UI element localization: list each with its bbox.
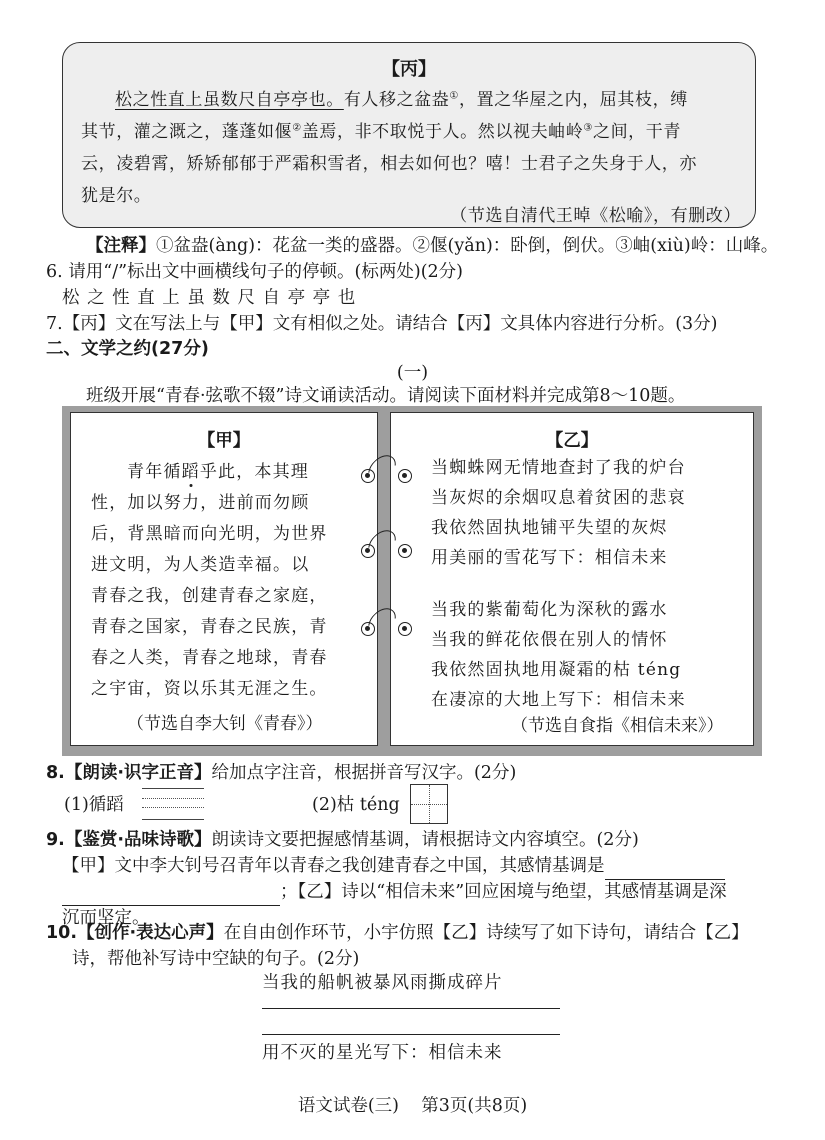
yi-line: 当蜘蛛网无情地查封了我的炉台	[431, 458, 686, 478]
jia-line: 后，背黑暗而向光明，为世界	[91, 524, 328, 544]
q10-answer-line-2[interactable]	[262, 1034, 560, 1035]
jia-line: 青春之我，创建青春之家庭，	[91, 586, 328, 606]
q10-answer-line-1[interactable]	[262, 1008, 560, 1009]
q9-blank-1-cont[interactable]	[62, 879, 280, 906]
question-6: 6. 请用“/”标出文中画横线句子的停顿。(标两处)(2分)	[46, 262, 463, 282]
question-10: 10.【创作·表达心声】在自由创作环节，小宇仿照【乙】诗续写了如下诗句，请结合【乙】	[46, 923, 749, 943]
bing-line-2: 其节，灌之溉之，蓬蓬如偃②盖焉，非不取悦于人。然以视夫岫岭③之间，干青	[81, 122, 681, 142]
yi-line: 当灰烬的余烟叹息着贫困的悲哀	[431, 488, 686, 508]
jia-line: 性，加以努力，进前而勿顾	[91, 493, 310, 513]
jia-line-1: 青年循蹈乎此，本其理	[127, 462, 310, 482]
jia-line: 之宇宙，资以乐其无涯之生。	[91, 679, 328, 699]
q10-poem-line-1: 当我的船帆被暴风雨撕成碎片	[262, 973, 503, 993]
page-footer: 语文试卷(三) 第3页(共8页)	[297, 1096, 528, 1116]
question-7: 7.【丙】文在写法上与【甲】文有相似之处。请结合【丙】文具体内容进行分析。(3分)	[46, 314, 718, 334]
yi-line: 我依然固执地用凝霜的枯 téng	[431, 660, 682, 680]
jia-title: 【甲】	[197, 431, 251, 451]
yi-line: 当我的紫葡萄化为深秋的露水	[431, 600, 668, 620]
binding-ring-icon	[398, 622, 412, 636]
q9-blank-1[interactable]	[605, 853, 725, 880]
yi-line: 用美丽的雪花写下：相信未来	[431, 548, 668, 568]
emphasized-char: 蹈	[181, 462, 200, 482]
activity-intro: 班级开展“青春·弦歌不辍”诗文诵读活动。请阅读下面材料并完成第8～10题。	[86, 386, 686, 406]
yi-line: 当我的鲜花依偎在别人的情怀	[431, 630, 668, 650]
question-9: 9.【鉴赏·品味诗歌】朗读诗文要把握感情基调，请根据诗文内容填空。(2分)	[46, 830, 639, 850]
part-1-title: (一)	[396, 363, 429, 383]
binding-ring-icon	[398, 469, 412, 483]
bing-title: 【丙】	[382, 59, 436, 80]
yi-title: 【乙】	[545, 431, 599, 451]
yi-line: 我依然固执地铺平失望的灰烬	[431, 518, 668, 538]
bing-line-3: 云，凌碧霄，矫矫郁郁于严霜积雪者，相去如何也？嘻！士君子之失身于人，亦	[81, 154, 697, 174]
q10-poem-line-4: 用不灭的星光写下：相信未来	[262, 1043, 503, 1063]
q10-line-2: 诗，帮他补写诗中空缺的句子。(2分)	[72, 949, 360, 969]
section-2-title: 二、文学之约(27分)	[46, 339, 209, 359]
jia-line: 青春之国家，青春之民族，青	[91, 617, 328, 637]
jia-line: 进文明，为人类造幸福。以	[91, 555, 310, 575]
q9-line-3: ；【乙】诗以“相信未来”回应困境与绝望，其感情基调是深	[62, 879, 727, 906]
yi-source: （节选自食指《相信未来》）	[511, 716, 724, 736]
pinyin-answer-box[interactable]	[142, 788, 204, 820]
passage-yi	[390, 412, 754, 746]
binding-ring-icon	[398, 544, 412, 558]
question-8: 8.【朗读·识字正音】给加点字注音，根据拼音写汉字。(2分)	[46, 763, 517, 783]
bing-passage-box	[62, 42, 756, 228]
bing-source: （节选自清代王晫《松喻》，有删改）	[450, 206, 741, 226]
bing-underlined-sentence: 松之性直上虽数尺自亭亭也。	[115, 90, 344, 110]
bing-line-4: 犹是尔。	[81, 186, 152, 206]
jia-source: （节选自李大钊《青春》）	[127, 714, 323, 734]
bing-line-1: 松之性直上虽数尺自亭亭也。有人移之盆盎①，置之华屋之内，屈其枝，缚	[115, 90, 688, 110]
q8-item-2: (2)枯 téng	[312, 795, 400, 815]
q8-item-1: (1)循蹈	[64, 795, 124, 815]
q9-line-2: 【甲】文中李大钊号召青年以青春之我创建青春之中国，其感情基调是	[62, 853, 725, 880]
character-answer-grid[interactable]	[410, 784, 448, 824]
yi-line: 在凄凉的大地上写下：相信未来	[431, 690, 686, 710]
passage-jia	[70, 412, 378, 746]
notes: 【注释】①盆盎(àng)：花盆一类的盛器。②偃(yǎn)：卧倒，倒伏。③岫(xiù)岭：山峰。	[86, 236, 779, 256]
q6-sentence: 松 之 性 直 上 虽 数 尺 自 亭 亭 也	[62, 288, 357, 308]
q9-line-4: 沉而坚定。	[62, 908, 150, 928]
jia-line: 春之人类，青春之地球，青春	[91, 648, 328, 668]
